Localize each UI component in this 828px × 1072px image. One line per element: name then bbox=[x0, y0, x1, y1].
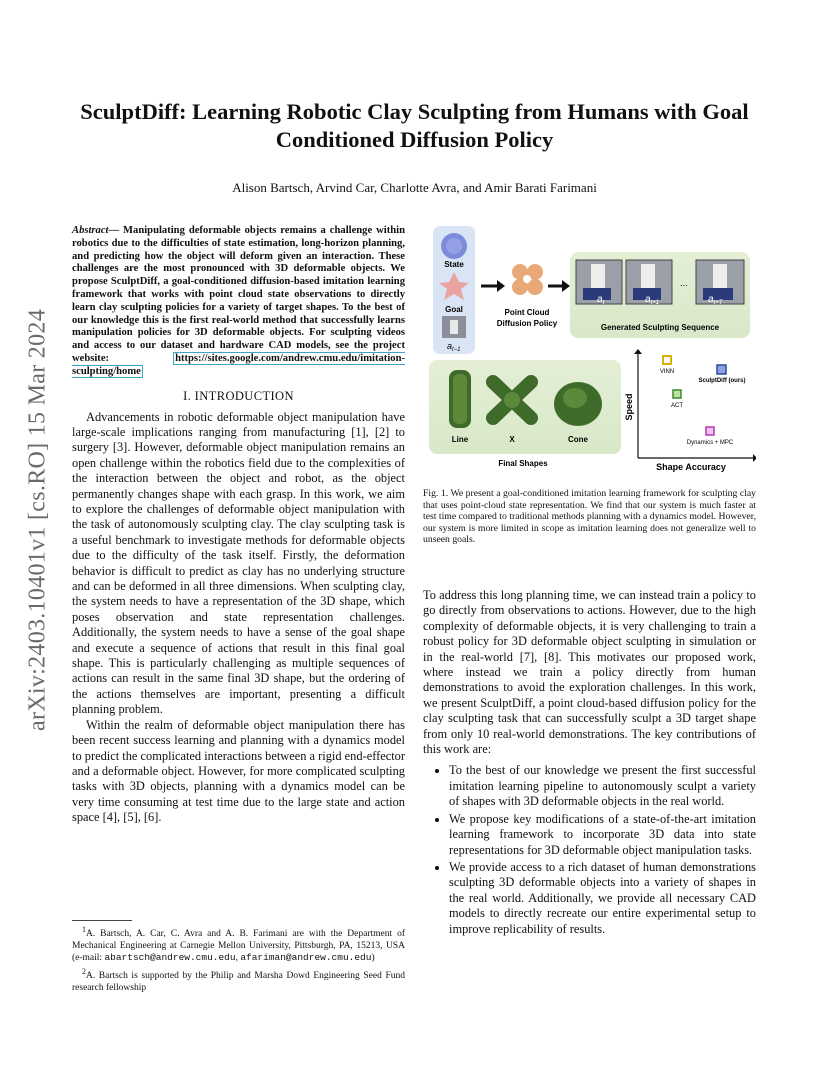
sequence-ellipsis: ... bbox=[680, 278, 688, 288]
sequence-frame-1 bbox=[576, 260, 622, 306]
contributions-list bbox=[423, 763, 756, 936]
list-item: • We propose key modifications of a state-of-the-art imitation learning framework to incorporate 3D data into state representations for 3D deformable object manipulation tasks. bbox=[449, 812, 756, 858]
project-website-link[interactable]: https://sites.google.com/andrew.cmu.edu/imitation-sculpting/home bbox=[72, 352, 405, 377]
authors: Alison Bartsch, Arvind Car, Charlotte Avra, and Amir Barati Farimani bbox=[232, 180, 597, 195]
y-axis-label: Speed bbox=[624, 393, 634, 421]
shape-cone-label: Cone bbox=[568, 435, 588, 444]
sequence-label: Generated Sculpting Sequence bbox=[600, 323, 720, 332]
section-heading-introduction: I. INTRODUCTION bbox=[183, 388, 294, 403]
left-column bbox=[72, 225, 405, 826]
intro-paragraph-1: Advancements in robotic deformable object manipulation have large-scale implications ranging from manufacturing [1], [2] to surgery [3]. However, deformable object manipulation remains an open challenge within the robotics field due to the complexities of the interaction between the object and robot, as the object permanently changes shape with each grasp. In this work, we aim to explore the challenges of deformable object manipulation with the task of autonomously sculpting clay. The clay sculpting task is a useful benchmark to investigate methods for deformable objects due to the difficulty of the task itself. Firstly, the deformation behavior is difficult to predict as clay has no underlying structure and can be deformed in all three dimensions. When sculpting clay, the system needs to have a representation of the 3D shape, which poses observation and state representation challenges. Additionally, the system needs to have a sense of the goal shape and execute a sequence of actions that result in this final goal shape. This is particularly challenging as multiple sequences of actions can result in the same final 3D shape, but the ordering of the actions themselves are important, presenting a difficult planning problem. bbox=[72, 409, 405, 717]
email-1: abartsch@andrew.cmu.edu bbox=[104, 951, 236, 963]
arxiv-side-stamp: arXiv:2403.10401v1 [cs.RO] 15 Mar 2024 bbox=[24, 308, 51, 732]
abstract bbox=[72, 225, 405, 379]
state-label: State bbox=[444, 260, 464, 269]
svg-text:at+1: $a_{t+1}$ bbox=[645, 294, 660, 306]
prev-action-label: $a_{t-1}$ bbox=[447, 341, 461, 353]
policy-label-line1: Point Cloud bbox=[504, 308, 550, 317]
sculptdiff-marker bbox=[717, 365, 726, 374]
footnotes bbox=[72, 924, 405, 996]
intro-paragraph-2: Within the realm of deformable object manipulation there has been recent success learning and planning with a dynamics model to predict the complicated interactions between a rigid end-effector and a deformable object. However, for more complicated sculpting tasks with 3D objects, planning with a dynamics model can be very time consuming at test time due to the large state and action space [4], [5], [6]. bbox=[72, 717, 405, 825]
speed-accuracy-plot bbox=[624, 349, 756, 472]
footnote-1: $^1$A. Bartsch, A. Car, C. Avra and A. B. Farimani are with the Department of Mechanical Engineering at Carnegie Mellon University, Pittsburgh, PA, 15213, USA (e-mail: abartsch@andrew.cmu.edu, afariman@andrew.cmu.edu) bbox=[72, 925, 405, 963]
email-2: afariman@andrew.cmu.edu bbox=[240, 951, 372, 963]
act-label: ACT bbox=[671, 403, 683, 409]
sequence-frame-3 bbox=[696, 260, 744, 306]
shape-x-label: X bbox=[509, 435, 515, 444]
dynamics-mpc-marker bbox=[706, 427, 714, 435]
right-column bbox=[423, 588, 756, 939]
footnote-2: $^2$A. Bartsch is supported by the Philip and Marsha Dowd Engineering Seed Fund research fellowship bbox=[72, 967, 405, 993]
goal-label: Goal bbox=[445, 305, 463, 314]
sculptdiff-label: SculptDiff (ours) bbox=[698, 378, 746, 384]
diffusion-policy-icon bbox=[512, 264, 543, 295]
paper-title: SculptDiff: Learning Robotic Clay Sculpting from Humans with Goal Conditioned Diffusion Policy bbox=[80, 99, 749, 152]
svg-text:at+T: $a_{t+T}$ bbox=[708, 294, 723, 306]
x-axis-label: Shape Accuracy bbox=[656, 462, 726, 472]
right-paragraph-1: To address this long planning time, we can instead train a policy to go directly from observations to actions. However, due to the high complexity of deformable objects, it is very challenging to train a robust policy for 3D deformable object sculpting in simulation or in the real-world [7], [8]. This motivates our proposed work, where instead we train a policy directly from human demonstrations to avoid the exploration challenges. In this work, we present SculptDiff, a point cloud-based diffusion policy for the clay sculpting task that can successfully sculpt a 3D target shape from only 10 real-world demonstrations. The key contributions of this work are: bbox=[423, 588, 756, 757]
figure-caption: Fig. 1. We present a goal-conditioned imitation learning framework for sculpting clay that uses point-cloud state representation. We find that our system is much faster at test time compared to traditional methods planning with a dynamics model. However, our system is more limited in scope as imitation learning does not generalize well to unseen goals. bbox=[423, 488, 756, 545]
final-shapes-label: Final Shapes bbox=[498, 459, 548, 468]
sequence-frame-2 bbox=[626, 260, 672, 306]
vinn-label: VINN bbox=[659, 369, 675, 375]
shape-line-image bbox=[449, 370, 471, 428]
vinn-marker bbox=[663, 356, 671, 364]
svg-text:at: $a_t$ bbox=[597, 294, 605, 306]
dynamics-mpc-label: Dynamics + MPC bbox=[686, 440, 734, 446]
abstract-label: Abstract bbox=[72, 225, 109, 236]
abstract-text: — Manipulating deformable objects remains a challenge within robotics due to the difficulties of state estimation, long-horizon planning, and predicting how the object will deform given an interaction. These challenges are the most pronounced with 3D deformable objects. We propose SculptDiff, a goal-conditioned diffusion-based imitation learning framework that works with point cloud state observations to directly learn clay sculpting policies for a variety of target shapes. To the best of our knowledge this is the first real-world method that successfully learns manipulation policies for 3D deformable objects. For sculpting videos and access to our dataset and hardware CAD models, see the project website: bbox=[72, 225, 405, 364]
shape-line-label: Line bbox=[451, 435, 469, 444]
shape-cone-image bbox=[554, 382, 602, 426]
figure-1 bbox=[423, 222, 756, 482]
list-item: • To the best of our knowledge we present the first successful imitation learning pipeline to autonomously sculpt a variety of shapes with 3D deformable objects in the real world. bbox=[449, 763, 756, 809]
act-marker bbox=[673, 390, 681, 398]
footnote-rule bbox=[72, 920, 132, 921]
list-item: • We provide access to a rich dataset of human demonstrations sculpting 3D deformable objects into a variety of shapes in the real world. Additionally, we provide all necessary CAD models to directly recreate our entire experimental setup to improve replicability of results. bbox=[449, 860, 756, 937]
policy-label-line2: Diffusion Policy bbox=[496, 319, 558, 328]
